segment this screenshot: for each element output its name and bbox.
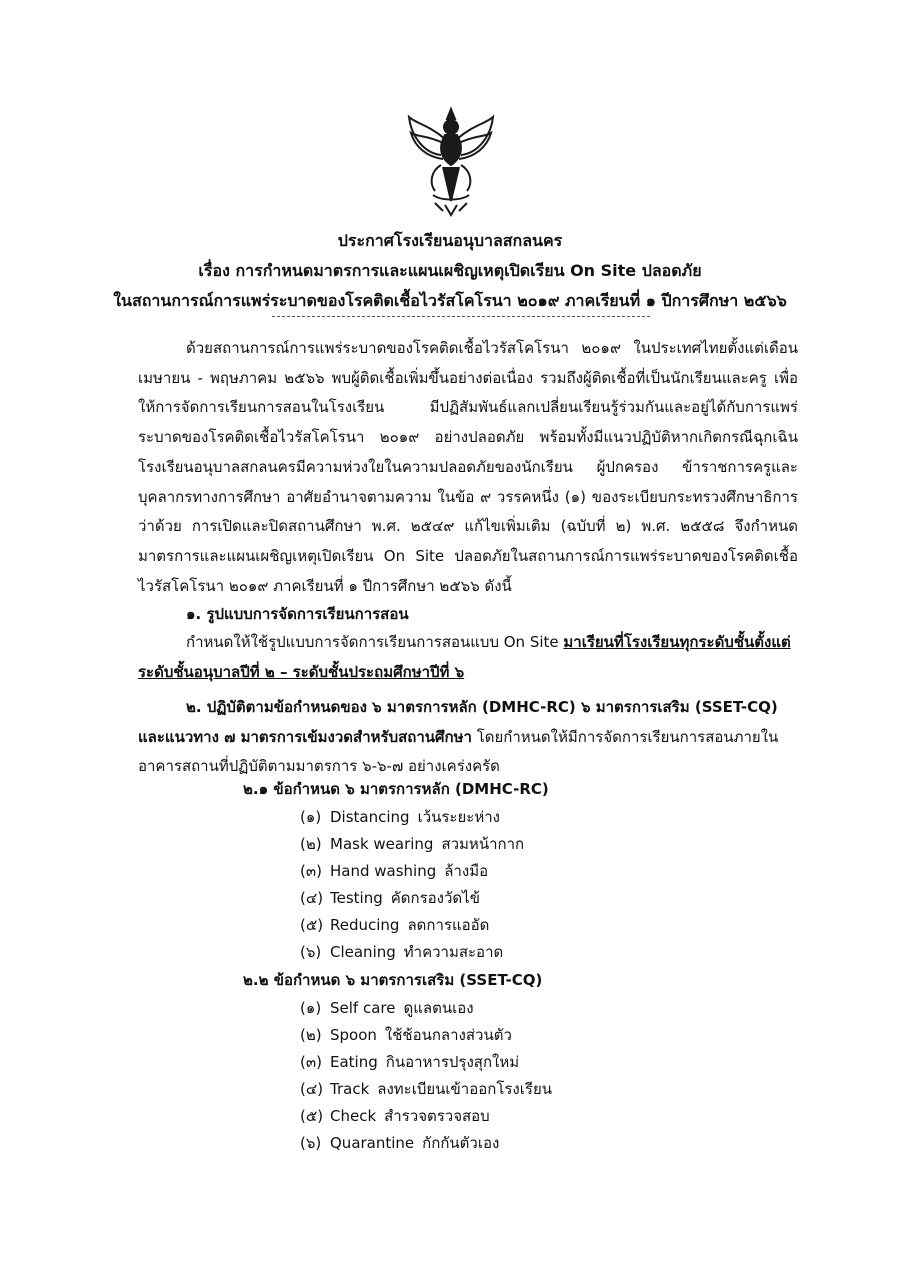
list-item: (๔) Testing คัดกรองวัดไข้ bbox=[300, 889, 480, 907]
list-item: (๓) Eating กินอาหารปรุงสุกใหม่ bbox=[300, 1053, 520, 1071]
section-2-text: โดยกำหนดให้มีการจัดการเรียนการสอนภายในอาคารสถานที่ปฏิบัติตามมาตรการ ๖-๖-๗ อย่างเคร่งครัด bbox=[138, 727, 779, 776]
list-item: (๒) Spoon ใช้ช้อนกลางส่วนตัว bbox=[300, 1026, 512, 1044]
list-item: (๖) Cleaning ทำความสะอาด bbox=[300, 943, 504, 961]
section-1-body bbox=[138, 628, 798, 687]
section-2-body bbox=[138, 693, 798, 782]
header-line-3: ในสถานการณ์การแพร่ระบาดของโรคติดเชื้อไวรัสโคโรนา ๒๐๑๙ ภาคเรียนที่ ๑ ปีการศึกษา ๒๕๖๖ bbox=[113, 291, 787, 310]
list-item: (๔) Track ลงทะเบียนเข้าออกโรงเรียน bbox=[300, 1080, 552, 1098]
section-1-text: กำหนดให้ใช้รูปแบบการจัดการเรียนการสอนแบบ On Site bbox=[186, 633, 564, 651]
list-item: (๑) Self care ดูแลตนเอง bbox=[300, 999, 474, 1017]
announcement-header bbox=[0, 226, 900, 316]
subsection-2-1-title: ๒.๑ ข้อกำหนด ๖ มาตรการหลัก (DMHC-RC) bbox=[243, 780, 549, 798]
list-item: (๕) Reducing ลดการแออัด bbox=[300, 916, 490, 934]
list-item: (๒) Mask wearing สวมหน้ากาก bbox=[300, 835, 525, 853]
garuda-emblem bbox=[405, 105, 497, 217]
list-item: (๕) Check สำรวจตรวจสอบ bbox=[300, 1107, 490, 1125]
list-item: (๓) Hand washing ล้างมือ bbox=[300, 862, 489, 880]
header-divider bbox=[272, 316, 650, 317]
section-1-title: ๑. รูปแบบการจัดการเรียนการสอน bbox=[186, 605, 409, 623]
header-line-2: เรื่อง การกำหนดมาตรการและแผนเผชิญเหตุเปิดเรียน On Site ปลอดภัย bbox=[198, 261, 702, 280]
header-line-1: ประกาศโรงเรียนอนุบาลสกลนคร bbox=[337, 231, 563, 250]
section-2-title: ๒. ปฏิบัติตามข้อกำหนดของ ๖ มาตรการหลัก (DMHC-RC) ๖ มาตรการเสริม (SSET-CQ) และแนวทาง ๗ มาตรการเข้มงวดสำหรับสถานศึกษา bbox=[138, 698, 778, 746]
intro-paragraph: ด้วยสถานการณ์การแพร่ระบาดของโรคติดเชื้อไวรัสโคโรนา ๒๐๑๙ ในประเทศไทยตั้งแต่เดือนเมษายน - พฤษภาคม ๒๕๖๖ พบผู้ติดเชื้อเพิ่มขึ้นอย่างต่อเนื่อง รวมถึงผู้ติดเชื้อที่เป็นนักเรียนและครู เพื่อให้การจัดการเรียนการสอนในโรงเรียน มีปฏิสัมพันธ์แลกเปลี่ยนเรียนรู้ร่วมกันและอยู่ได้กับการแพร่ระบาดของโรคติดเชื้อไวรัสโคโรนา ๒๐๑๙ อย่างปลอดภัย พร้อมทั้งมีแนวปฏิบัติหากเกิดกรณีฉุกเฉิน โรงเรียนอนุบาลสกลนครมีความห่วงใยในความปลอดภัยของนักเรียน ผู้ปกครอง ข้าราชการครูและบุคลากรทางการศึกษา อาศัยอำนาจตามความ ในข้อ ๙ วรรคหนึ่ง (๑) ของระเบียบกระทรวงศึกษาธิการ ว่าด้วย การเปิดและปิดสถานศึกษา พ.ศ. ๒๕๔๙ แก้ไขเพิ่มเติม (ฉบับที่ ๒) พ.ศ. ๒๕๕๘ จึงกำหนดมาตรการและแผนเผชิญเหตุเปิดเรียน On Site ปลอดภัยในสถานการณ์การแพร่ระบาดของโรคติดเชื้อไวรัสโคโรนา ๒๐๑๙ ภาคเรียนที่ ๑ ปีการศึกษา ๒๕๖๖ ดังนี้ bbox=[138, 339, 798, 595]
section-1-emphasis: มาเรียนที่โรงเรียนทุกระดับชั้นตั้งแต่ระดับชั้นอนุบาลปีที่ ๒ – ระดับชั้นประถมศึกษาปีที่ ๖ bbox=[138, 633, 791, 681]
subsection-2-2-title: ๒.๒ ข้อกำหนด ๖ มาตรการเสริม (SSET-CQ) bbox=[243, 971, 543, 989]
list-item: (๖) Quarantine กักกันตัวเอง bbox=[300, 1134, 500, 1152]
list-item: (๑) Distancing เว้นระยะห่าง bbox=[300, 808, 500, 826]
